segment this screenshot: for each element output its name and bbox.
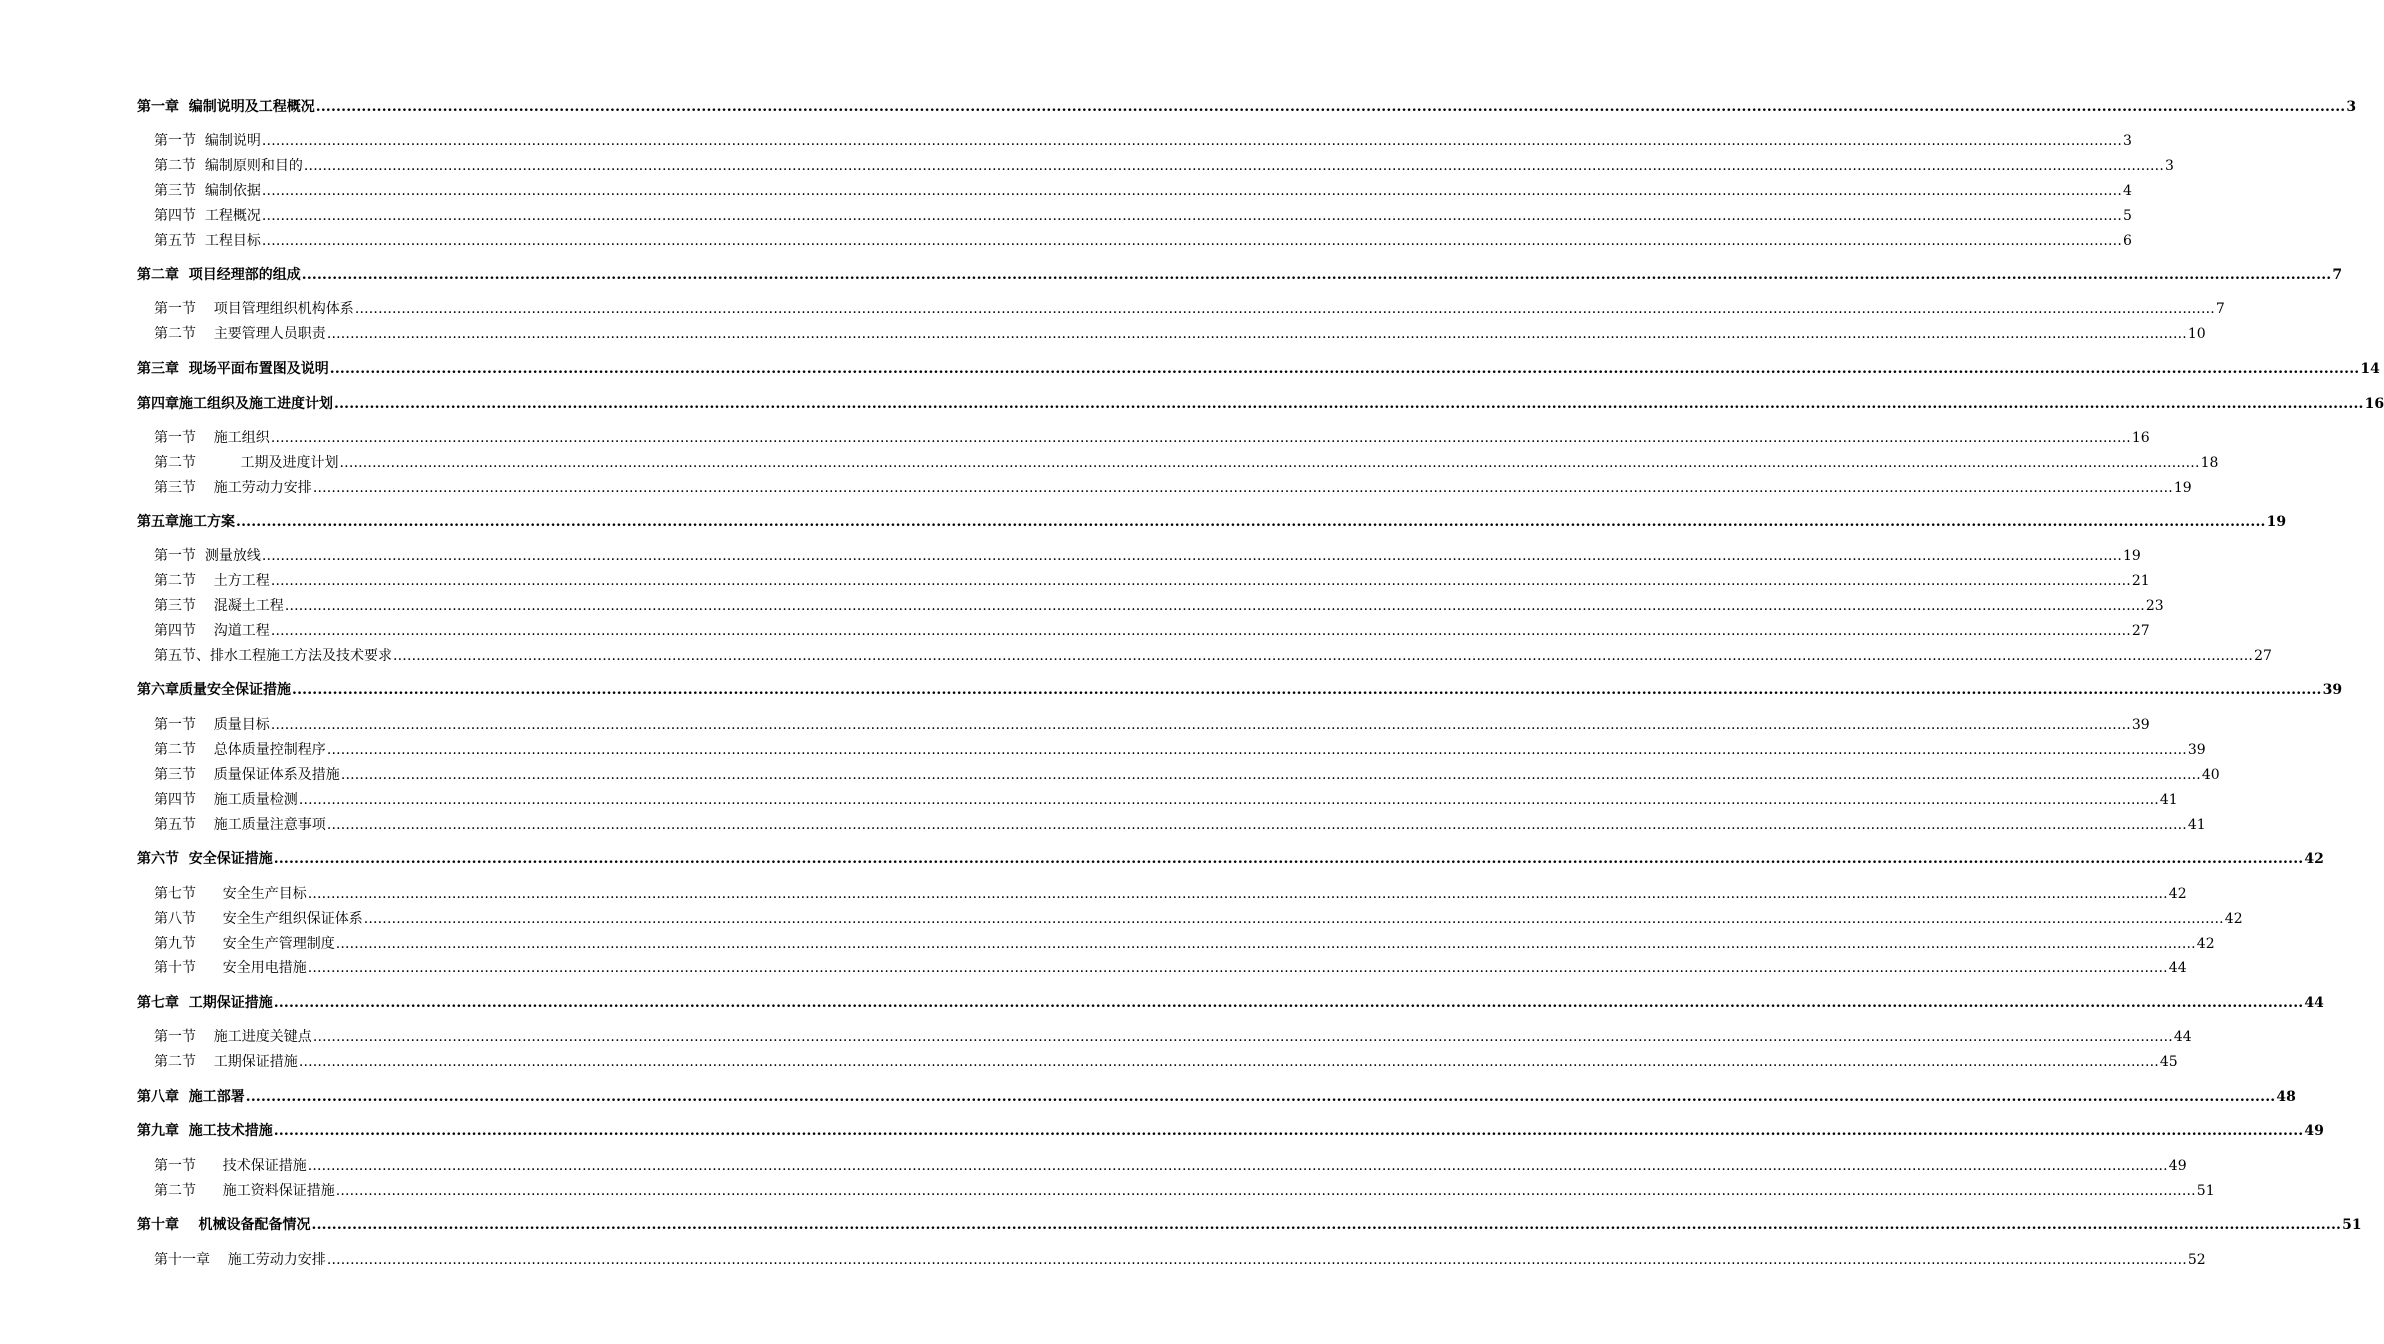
toc-section-entry[interactable]	[154, 131, 2132, 149]
toc-chapter-entry[interactable]	[137, 512, 2287, 530]
toc-entry-page-number: 44	[2304, 995, 2324, 1011]
toc-entry-title: 第二节 工期保证措施	[154, 1054, 298, 1070]
toc-dot-leader: ................................................................................................................................................................................................................................................................................................................................................................................................................	[245, 1089, 2276, 1105]
toc-chapter-entry[interactable]	[137, 849, 2324, 867]
toc-dot-leader: ................................................................................................................................................................................................................................................................................................................................................................................................................	[339, 455, 2200, 471]
toc-entry-title: 第一节 测量放线	[154, 548, 261, 564]
toc-dot-leader: ................................................................................................................................................................................................................................................................................................................................................................................................................	[326, 1252, 2187, 1268]
toc-entry-title: 第十章 机械设备配备情况	[137, 1217, 311, 1233]
toc-entry-title: 第一节 项目管理组织机构体系	[154, 301, 354, 317]
toc-dot-leader: ................................................................................................................................................................................................................................................................................................................................................................................................................	[307, 886, 2168, 902]
toc-dot-leader: ................................................................................................................................................................................................................................................................................................................................................................................................................	[312, 480, 2173, 496]
toc-entry-title: 第四节 工程概况	[154, 208, 261, 224]
toc-section-entry[interactable]	[154, 571, 2150, 589]
toc-entry-title: 第六章质量安全保证措施	[137, 682, 291, 698]
toc-entry-page-number: 23	[2145, 598, 2164, 614]
toc-entry-page-number: 39	[2322, 682, 2343, 698]
toc-entry-title: 第三章 现场平面布置图及说明	[137, 361, 329, 377]
toc-entry-title: 第五节 工程目标	[154, 233, 261, 249]
toc-entry-page-number: 49	[2304, 1123, 2324, 1139]
toc-entry-title: 第一节 质量目标	[154, 717, 270, 733]
toc-entry-title: 第二节 工期及进度计划	[154, 455, 339, 471]
toc-chapter-entry[interactable]	[137, 394, 2384, 412]
toc-dot-leader: ................................................................................................................................................................................................................................................................................................................................................................................................................	[326, 742, 2187, 758]
toc-entry-title: 第八章 施工部署	[137, 1089, 245, 1105]
toc-section-entry[interactable]	[154, 958, 2187, 976]
toc-entry-title: 第八节 安全生产组织保证体系	[154, 911, 363, 927]
toc-entry-page-number: 16	[2131, 430, 2150, 446]
toc-entry-title: 第九节 安全生产管理制度	[154, 936, 335, 952]
toc-entry-page-number: 3	[2164, 158, 2174, 174]
toc-section-entry[interactable]	[154, 765, 2220, 783]
toc-dot-leader: ................................................................................................................................................................................................................................................................................................................................................................................................................	[354, 301, 2215, 317]
toc-dot-leader: ................................................................................................................................................................................................................................................................................................................................................................................................................	[261, 233, 2122, 249]
toc-dot-leader: ................................................................................................................................................................................................................................................................................................................................................................................................................	[261, 548, 2122, 564]
toc-section-entry[interactable]	[154, 934, 2215, 952]
toc-entry-page-number: 19	[2122, 548, 2141, 564]
toc-section-entry[interactable]	[154, 1156, 2187, 1174]
toc-dot-leader: ................................................................................................................................................................................................................................................................................................................................................................................................................	[326, 817, 2187, 833]
toc-section-entry[interactable]	[154, 546, 2141, 564]
toc-dot-leader: ................................................................................................................................................................................................................................................................................................................................................................................................................	[261, 133, 2122, 149]
toc-dot-leader: ................................................................................................................................................................................................................................................................................................................................................................................................................	[284, 598, 2145, 614]
toc-section-entry[interactable]	[154, 909, 2243, 927]
toc-dot-leader: ................................................................................................................................................................................................................................................................................................................................................................................................................	[292, 682, 2322, 698]
toc-dot-leader: ................................................................................................................................................................................................................................................................................................................................................................................................................	[301, 267, 2332, 283]
toc-entry-page-number: 44	[2168, 960, 2187, 976]
toc-entry-page-number: 19	[2266, 514, 2287, 530]
toc-entry-page-number: 18	[2200, 455, 2219, 471]
toc-chapter-entry[interactable]	[137, 1087, 2296, 1105]
toc-entry-title: 第三节 质量保证体系及措施	[154, 767, 340, 783]
toc-section-entry[interactable]	[154, 324, 2206, 342]
toc-dot-leader: ................................................................................................................................................................................................................................................................................................................................................................................................................	[298, 1054, 2159, 1070]
toc-dot-leader: ................................................................................................................................................................................................................................................................................................................................................................................................................	[335, 1183, 2196, 1199]
toc-entry-page-number: 41	[2159, 792, 2178, 808]
toc-entry-page-number: 27	[2131, 623, 2150, 639]
toc-chapter-entry[interactable]	[137, 993, 2324, 1011]
toc-dot-leader: ................................................................................................................................................................................................................................................................................................................................................................................................................	[335, 936, 2196, 952]
toc-entry-title: 第五章施工方案	[137, 514, 235, 530]
toc-dot-leader: ................................................................................................................................................................................................................................................................................................................................................................................................................	[311, 1217, 2342, 1233]
toc-entry-page-number: 45	[2159, 1054, 2178, 1070]
toc-chapter-entry[interactable]	[137, 1215, 2362, 1233]
toc-entry-title: 第二章 项目经理部的组成	[137, 267, 301, 283]
toc-dot-leader: ................................................................................................................................................................................................................................................................................................................................................................................................................	[340, 767, 2201, 783]
toc-entry-title: 第二节 施工资料保证措施	[154, 1183, 335, 1199]
toc-entry-page-number: 49	[2168, 1158, 2187, 1174]
toc-entry-page-number: 44	[2173, 1029, 2192, 1045]
toc-entry-page-number: 3	[2346, 99, 2357, 115]
toc-entry-page-number: 42	[2304, 851, 2324, 867]
toc-dot-leader: ................................................................................................................................................................................................................................................................................................................................................................................................................	[270, 430, 2131, 446]
toc-section-entry[interactable]	[154, 740, 2206, 758]
toc-section-entry[interactable]	[154, 453, 2219, 471]
toc-entry-title: 第二节 主要管理人员职责	[154, 326, 326, 342]
toc-entry-page-number: 16	[2364, 396, 2384, 412]
toc-entry-title: 第三节 混凝土工程	[154, 598, 284, 614]
toc-dot-leader: ................................................................................................................................................................................................................................................................................................................................................................................................................	[273, 1123, 2304, 1139]
toc-section-entry[interactable]	[154, 790, 2178, 808]
toc-dot-leader: ................................................................................................................................................................................................................................................................................................................................................................................................................	[270, 573, 2131, 589]
toc-section-entry[interactable]	[154, 646, 2272, 664]
toc-entry-title: 第三节 施工劳动力安排	[154, 480, 312, 496]
toc-section-entry[interactable]	[154, 428, 2150, 446]
toc-dot-leader: ................................................................................................................................................................................................................................................................................................................................................................................................................	[326, 326, 2187, 342]
toc-dot-leader: ................................................................................................................................................................................................................................................................................................................................................................................................................	[298, 792, 2159, 808]
toc-chapter-entry[interactable]	[137, 680, 2343, 698]
toc-entry-title: 第一节 施工组织	[154, 430, 270, 446]
toc-dot-leader: ................................................................................................................................................................................................................................................................................................................................................................................................................	[273, 995, 2304, 1011]
toc-dot-leader: ................................................................................................................................................................................................................................................................................................................................................................................................................	[273, 851, 2304, 867]
toc-section-entry[interactable]	[154, 1250, 2206, 1268]
toc-entry-page-number: 19	[2173, 480, 2192, 496]
toc-entry-page-number: 4	[2122, 183, 2132, 199]
toc-dot-leader: ................................................................................................................................................................................................................................................................................................................................................................................................................	[303, 158, 2164, 174]
toc-section-entry[interactable]	[154, 1181, 2215, 1199]
toc-entry-title: 第二节 总体质量控制程序	[154, 742, 326, 758]
toc-entry-title: 第二节 土方工程	[154, 573, 270, 589]
toc-entry-title: 第九章 施工技术措施	[137, 1123, 273, 1139]
toc-section-entry[interactable]	[154, 621, 2150, 639]
toc-entry-page-number: 40	[2201, 767, 2220, 783]
toc-entry-title: 第六节 安全保证措施	[137, 851, 273, 867]
toc-entry-title: 第一节 施工进度关键点	[154, 1029, 312, 1045]
toc-entry-page-number: 51	[2196, 1183, 2215, 1199]
toc-dot-leader: ................................................................................................................................................................................................................................................................................................................................................................................................................	[334, 396, 2364, 412]
toc-entry-title: 第三节 编制依据	[154, 183, 261, 199]
toc-section-entry[interactable]	[154, 815, 2206, 833]
toc-dot-leader: ................................................................................................................................................................................................................................................................................................................................................................................................................	[329, 361, 2360, 377]
toc-entry-page-number: 21	[2131, 573, 2150, 589]
toc-entry-page-number: 39	[2187, 742, 2206, 758]
toc-entry-title: 第七节 安全生产目标	[154, 886, 307, 902]
toc-dot-leader: ................................................................................................................................................................................................................................................................................................................................................................................................................	[363, 911, 2224, 927]
toc-dot-leader: ................................................................................................................................................................................................................................................................................................................................................................................................................	[261, 183, 2122, 199]
toc-section-entry[interactable]	[154, 884, 2187, 902]
toc-dot-leader: ................................................................................................................................................................................................................................................................................................................................................................................................................	[315, 99, 2346, 115]
toc-dot-leader: ................................................................................................................................................................................................................................................................................................................................................................................................................	[312, 1029, 2173, 1045]
toc-dot-leader: ................................................................................................................................................................................................................................................................................................................................................................................................................	[307, 1158, 2168, 1174]
toc-entry-title: 第二节 编制原则和目的	[154, 158, 303, 174]
toc-entry-page-number: 27	[2254, 648, 2272, 664]
toc-dot-leader: ................................................................................................................................................................................................................................................................................................................................................................................................................	[393, 648, 2254, 664]
toc-entry-page-number: 42	[2196, 936, 2215, 952]
toc-entry-title: 第一节 编制说明	[154, 133, 261, 149]
toc-section-entry[interactable]	[154, 1027, 2192, 1045]
toc-section-entry[interactable]	[154, 1052, 2178, 1070]
toc-entry-page-number: 48	[2276, 1089, 2296, 1105]
toc-entry-page-number: 51	[2342, 1217, 2362, 1233]
toc-entry-title: 第四节 沟道工程	[154, 623, 270, 639]
toc-entry-page-number: 42	[2224, 911, 2243, 927]
toc-section-entry[interactable]	[154, 206, 2132, 224]
toc-section-entry[interactable]	[154, 478, 2192, 496]
toc-section-entry[interactable]	[154, 715, 2150, 733]
toc-chapter-entry[interactable]	[137, 265, 2343, 283]
toc-section-entry[interactable]	[154, 181, 2132, 199]
toc-dot-leader: ................................................................................................................................................................................................................................................................................................................................................................................................................	[236, 514, 2266, 530]
toc-entry-page-number: 41	[2187, 817, 2206, 833]
toc-entry-page-number: 14	[2360, 361, 2380, 377]
toc-dot-leader: ................................................................................................................................................................................................................................................................................................................................................................................................................	[270, 717, 2131, 733]
toc-entry-page-number: 39	[2131, 717, 2150, 733]
toc-section-entry[interactable]	[154, 231, 2132, 249]
toc-entry-title: 第一节 技术保证措施	[154, 1158, 307, 1174]
toc-entry-title: 第十一章 施工劳动力安排	[154, 1252, 326, 1268]
toc-entry-title: 第一章 编制说明及工程概况	[137, 99, 315, 115]
toc-entry-page-number: 52	[2187, 1252, 2206, 1268]
toc-entry-title: 第四章施工组织及施工进度计划	[137, 396, 333, 412]
toc-entry-title: 第四节 施工质量检测	[154, 792, 298, 808]
toc-entry-page-number: 3	[2122, 133, 2132, 149]
toc-section-entry[interactable]	[154, 596, 2164, 614]
toc-entry-title: 第七章 工期保证措施	[137, 995, 273, 1011]
toc-entry-title: 第五节 施工质量注意事项	[154, 817, 326, 833]
toc-entry-page-number: 7	[2332, 267, 2343, 283]
toc-entry-page-number: 10	[2187, 326, 2206, 342]
toc-entry-page-number: 5	[2122, 208, 2132, 224]
toc-dot-leader: ................................................................................................................................................................................................................................................................................................................................................................................................................	[307, 960, 2168, 976]
toc-section-entry[interactable]	[154, 156, 2174, 174]
toc-dot-leader: ................................................................................................................................................................................................................................................................................................................................................................................................................	[270, 623, 2131, 639]
toc-dot-leader: ................................................................................................................................................................................................................................................................................................................................................................................................................	[261, 208, 2122, 224]
toc-entry-title: 第十节 安全用电措施	[154, 960, 307, 976]
toc-chapter-entry[interactable]	[137, 359, 2380, 377]
toc-entry-page-number: 42	[2168, 886, 2187, 902]
toc-chapter-entry[interactable]	[137, 97, 2357, 115]
toc-entry-page-number: 7	[2215, 301, 2225, 317]
toc-section-entry[interactable]	[154, 299, 2225, 317]
toc-entry-page-number: 6	[2122, 233, 2132, 249]
toc-chapter-entry[interactable]	[137, 1121, 2324, 1139]
toc-entry-title: 第五节、排水工程施工方法及技术要求	[154, 648, 392, 664]
